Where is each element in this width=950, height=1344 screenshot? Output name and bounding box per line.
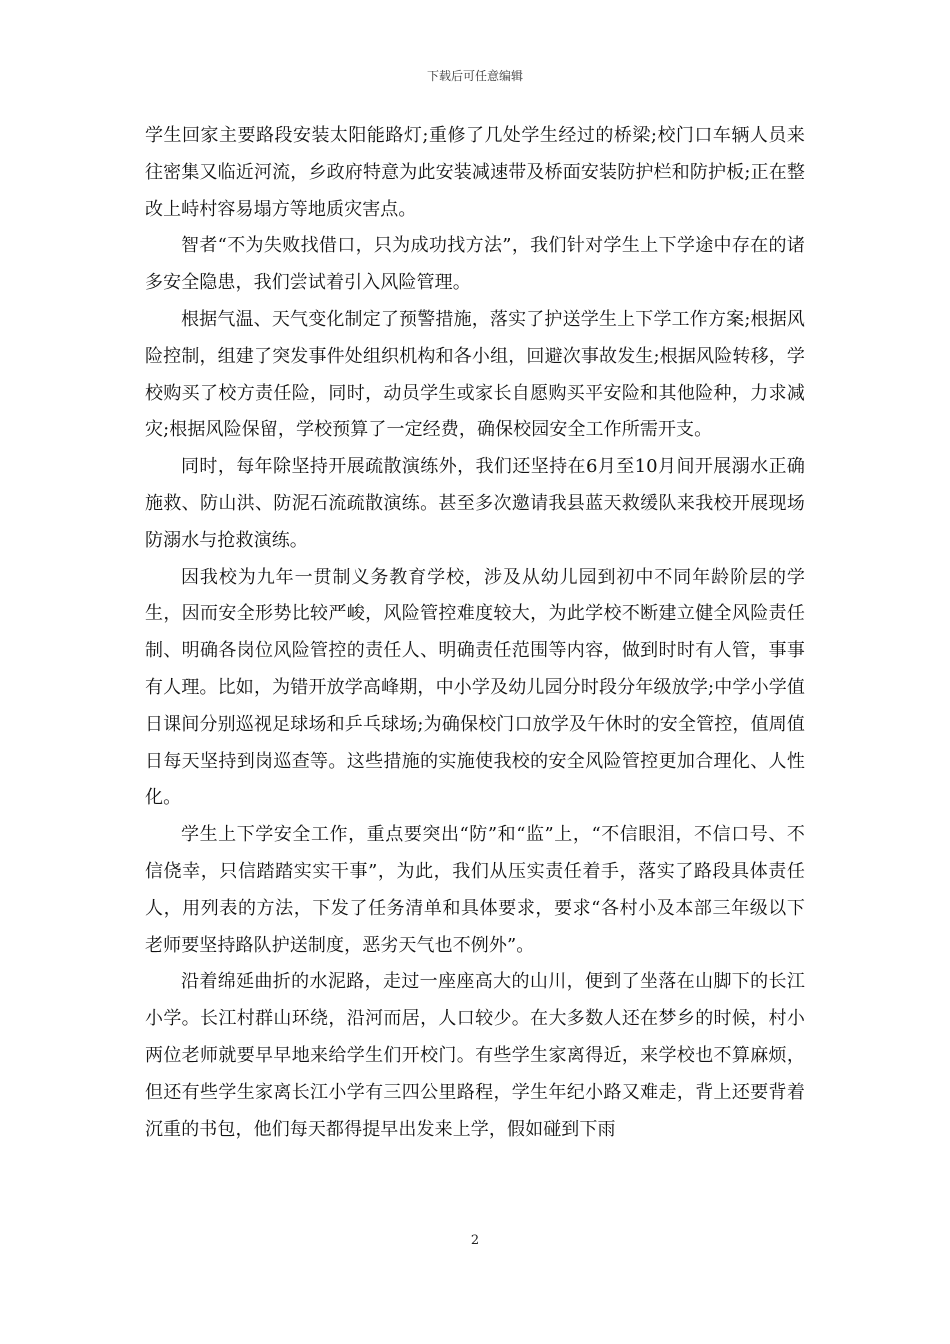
document-body (145, 118, 805, 1148)
paragraph: 因我校为九年一贯制义务教育学校，涉及从幼儿园到初中不同年龄阶层的学生，因而安全形势比较严峻，风险管控难度较大，为此学校不断建立健全风险责任制、明确各岗位风险管控的责任人、明确责任范围等内容，做到时时有人管，事事有人理。比如，为错开放学高峰期，中小学及幼儿园分时段分年级放学;中学小学值日课间分别巡视足球场和乒乓球场;为确保校门口放学及午休时的安全管控，值周值日每天坚持到岗巡查等。这些措施的实施使我校的安全风险管控更加合理化、人性化。 (145, 566, 805, 809)
paragraph: 根据气温、天气变化制定了预警措施，落实了护送学生上下学工作方案;根据风险控制，组建了突发事件处组织机构和各小组，回避次事故发生;根据风险转移，学校购买了校方责任险，同时，动员学生或家长自愿购买平安险和其他险种，力求减灾;根据风险保留，学校预算了一定经费，确保校园安全工作所需开支。 (145, 308, 805, 441)
paragraph: 智者“不为失败找借口，只为成功找方法”，我们针对学生上下学途中存在的诸多安全隐患，我们尝试着引入风险管理。 (145, 235, 805, 294)
paragraph: 同时，每年除坚持开展疏散演练外，我们还坚持在6月至10月间开展溺水正确施救、防山洪、防泥石流疏散演练。甚至多次邀请我县蓝天救缓队来我校开展现场防溺水与抢救演练。 (145, 456, 805, 551)
paragraph: 学生回家主要路段安装太阳能路灯;重修了几处学生经过的桥梁;校门口车辆人员来往密集又临近河流，乡政府特意为此安装减速带及桥面安装防护栏和防护板;正在整改上峙村容易塌方等地质灾害点。 (145, 125, 805, 220)
paragraph: 学生上下学安全工作，重点要突出“防”和“监”上，“不信眼泪，不信口号、不信侥幸，只信踏踏实实干事”，为此，我们从压实责任着手，落实了路段具体责任人，用列表的方法，下发了任务清单和具体要求，要求“各村小及本部三年级以下老师要坚持路队护送制度，恶劣天气也不例外”。 (145, 824, 805, 956)
paragraph: 沿着绵延曲折的水泥路，走过一座座高大的山川，便到了坐落在山脚下的长江小学。长江村群山环绕，沿河而居，人口较少。在大多数人还在梦乡的时候，村小两位老师就要早早地来给学生们开校门。有些学生家离得近，来学校也不算麻烦，但还有些学生家离长江小学有三四公里路程，学生年纪小路又难走，背上还要背着沉重的书包，他们每天都得提早出发来上学，假如碰到下雨 (145, 971, 805, 1140)
page-header: 下载后可任意编辑 (426, 69, 523, 83)
page-number: 2 (470, 1233, 480, 1248)
